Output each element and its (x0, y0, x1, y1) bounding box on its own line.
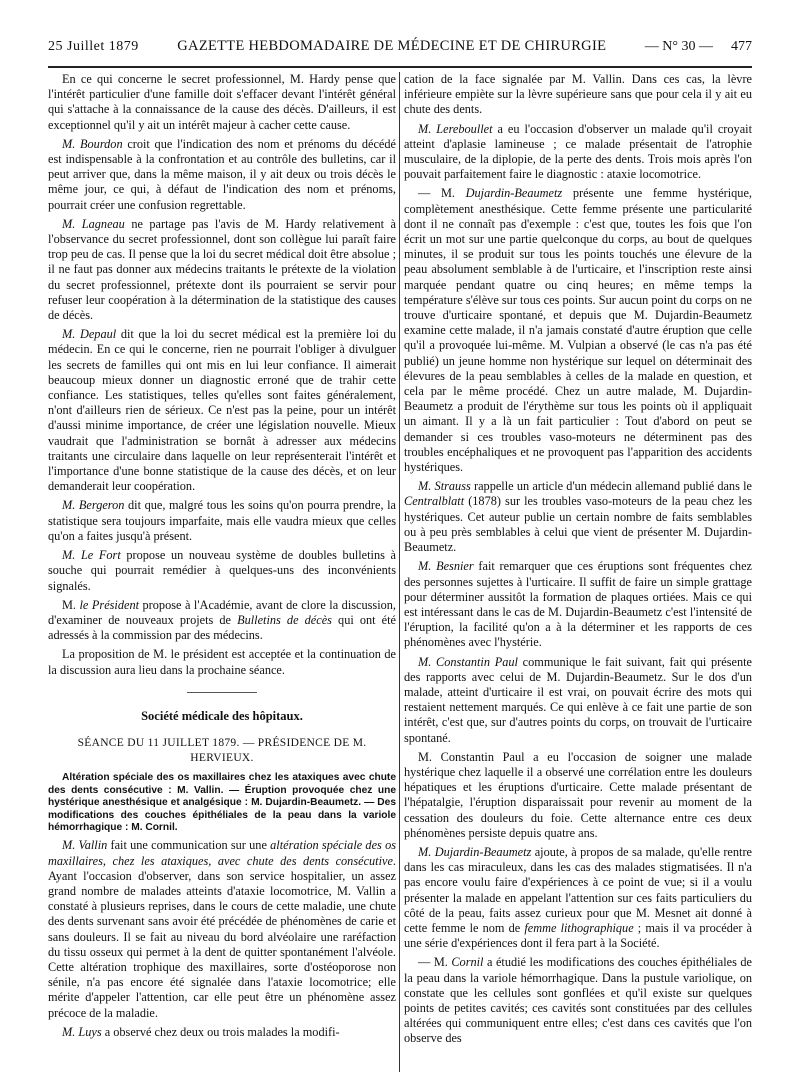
paragraph (48, 548, 396, 594)
paragraph (404, 479, 752, 555)
paragraph-text: — M. (418, 186, 466, 201)
paragraph-text: M. (62, 597, 80, 612)
paragraph-text: ajoute, à propos de sa malade, qu'elle rentre dans les cas miraculeux, dans les cas des malades stigmatisées. Il n'a pas encore voulu faire d'expériences à ce point de vue; si il a voulu présenter la malade en appelant l'attention sur ces faits particuliers du côté de la peau, faits assez curieux pour que M. Mesnet ait donné à cette femme le nom de (404, 844, 752, 935)
paragraph (48, 327, 396, 494)
speaker-name: M. Constantin Paul (418, 654, 518, 669)
paragraph-text: présente une femme hystérique, complètement anesthésique. Cette femme présente une particularité dont il ne connaît pas d'exemple : c'est que, toutes les fois que l'on écrit un mot sur une partie quelconque du corps, au bout de quelques minutes, il se produit sur tous les points touchés une élevure de la peau absolument semblable à de l'urticaire, et l'inscription reste ainsi marquée pendant quatre ou cinq heures; en même temps la température s'élève sur tous ces points. Sur aucun point du corps on ne trouve d'urticaire spontané, et depuis que M. Dujardin-Beaumetz examine cette malade, il n'a jamais constaté d'autre éruption que celle qu'il a provoquée lui-même. M. Vulpian a observé (le cas n'a pas été publié) un jeune homme non hystérique sur lequel on déterminait des élevures de la peau semblables à celles de la malade en question, et cela par le même procédé. Chez un autre malade, M. Dujardin-Beaumetz a produit de l'érythème sur tous les points où il appliquait un aimant. Il y a là un fait particulier : Tout d'abord on peut se demander si ces troubles vaso-moteurs ne déterminent pas des troubles encéphaliques et ne provoquent pas l'apparition des accidents hystériques. (404, 186, 752, 475)
speaker-name: M. Dujardin-Beaumetz (418, 844, 532, 859)
speaker-name: Dujardin-Beaumetz (465, 186, 563, 201)
right-column (404, 72, 752, 1072)
speaker-name: M. Vallin (62, 838, 108, 853)
speaker-name: M. Besnier (418, 559, 474, 574)
paragraph-text: dit que la loi du secret médical est la première loi du médecin. En ce qui le concerne, rien ne pourrait l'obliger à divulguer les secrets de familles qui ont mis en lui leur confiance. Il aimerait beaucoup mieux donner un diagnostic erroné que de trahir cette confiance. Les statistiques, telles qu'elles sont faites généralement, n'ont d'ailleurs rien de sérieux. Ce n'est pas la peine, pour un intérêt d'aussi minime importance, de créer une législation nouvelle. Mieux vaudrait que l'administration se bornât à adresser aux médecins traitants une circulaire dans laquelle on leur représenterait l'intérêt et l'importance d'une bonne statistique de la cause des décès, et on leur demanderait leur coopération. (48, 327, 396, 494)
paragraph-text: (1878) sur les troubles vaso-moteurs de la peau chez les hystériques. Cet auteur publie un certain nombre de faits semblables ou à peu près semblables à celui que vient de présenter M. Dujardin-Beaumetz. (404, 494, 752, 555)
paragraph (48, 838, 396, 1020)
journal-title: GAZETTE HEBDOMADAIRE DE MÉDECINE ET DE CHIRURGIE (177, 38, 607, 54)
paragraph (48, 1025, 396, 1040)
speaker-name: M. Lereboullet (418, 121, 493, 136)
issue-date: 25 Juillet 1879 (48, 39, 139, 54)
paragraph (404, 955, 752, 1046)
paragraph (404, 186, 752, 475)
paragraph-text: fait une communication sur une (107, 838, 271, 853)
issue-and-page (645, 39, 752, 55)
speaker-name: M. Lagneau (62, 216, 125, 231)
paragraph-text: croit que l'indication des nom et prénoms du décédé est indispensable à la confrontation et au contrôle des bulletins, car il peut arriver que, dans la même maison, il y ait deux ou trois décès le même jour, ce qui, à défaut de l'indication des nom et prénoms, pourrait créer une confusion regrettable. (48, 136, 396, 212)
paragraph (48, 217, 396, 323)
speaker-name: M. Bourdon (62, 136, 123, 151)
italic-term: Centralblatt (404, 494, 465, 509)
paragraph-text: ne partage pas l'avis de M. Hardy relativement à l'observance du secret professionnel, dont son collègue lui paraît faire trop peu de cas. Il pense que la loi du secret médical doit être absolue ; il ne faut pas donner aux médecins traitants le prétexte de la violation du secret professionnel, prétexte dont ils pourraient se servir pour refuser leur coopération à la détermination de la statistique des causes de décès. (48, 216, 396, 323)
paragraph-text: communique le fait suivant, fait qui présente des rapports avec celui de M. Dujardin-Beaumetz. Sur le dos d'un malade, atteint d'urticaire il est vrai, on pouvait écrire des mots qui restaient nettement marqués. Ce qui enlève à ce fait une partie de son intérêt, c'est que, sur d'autres points du corps, on trouvait de l'urticaire spontané. (404, 654, 752, 745)
speaker-name: M. Bergeron (62, 498, 125, 513)
paragraph-text: fait remarquer que ces éruptions sont fréquentes chez des personnes sujettes à l'urticaire. Il suffit de faire un simple grattage pour déterminer aussitôt la formation de plaques ortiées. Mais ce qui est intéressant dans le cas de M. Dujardin-Beaumetz c'est l'intensité de l'éruption, la facilité qu'on a à la déterminer et les rapports de ces phénomènes avec l'hystérie. (404, 559, 752, 650)
paragraph (404, 845, 752, 951)
speaker-name: le Président (79, 597, 140, 612)
speaker-name: M. Le Fort (62, 548, 121, 563)
paragraph-text: a eu l'occasion d'observer un malade qu'il croyait atteint d'aplasie lamineuse ; ce malade présentait de l'atrophie musculaire, de la diplopie, de la perte des dents. Trois mois après l'on pouvait parfaitement faire le diagnostic : ataxie locomotrice. (404, 121, 752, 182)
paragraph: La proposition de M. le président est acceptée et la continuation de la discussion aura lieu dans la prochaine séance. (48, 647, 396, 677)
column-rule (399, 72, 400, 1072)
section-divider (187, 692, 257, 693)
paragraph (404, 655, 752, 746)
italic-term: Bulletins de décès (237, 612, 332, 627)
paragraph-text: . Ayant l'occasion d'observer, dans son service hospitalier, un assez grand nombre de malades atteints d'ataxie locomotrice, M. Vallin a constaté à plusieurs reprises, dans le cours de cette maladie, une chute des dents survenant sans avoir été précédée de phénomènes de carie et sans douleurs. Il se fait au niveau du bord alvéolaire une raréfaction du tissu osseux qui permet à la dent de quitter spontanément l'alvéole. Cette altération trophique des maxillaires, sorte d'ostéoporose non sénile, n'a pas encore été signalée dans l'ataxie locomotrice; elle mérite d'appeler l'attention, car elle peut être un phénomène assez précoce de la maladie. (48, 853, 396, 1020)
paragraph (48, 598, 396, 644)
section-title: Société médicale des hôpitaux. (141, 708, 303, 723)
italic-term: altération spéciale des os maxillaires, chez les ataxiques, avec chute des dents consécutive (48, 838, 396, 868)
paragraph-text: rappelle un article d'un médecin allemand publié dans le (470, 479, 752, 494)
paragraph-text: qui ont été adressés à la commission par des médecins. (48, 612, 396, 643)
paragraph-text: dit que, malgré tous les soins qu'on pourra prendre, la statistique sera toujours imparfaite, mais elle vaudra mieux que celles qu'on a faites jusqu'à présent. (48, 498, 396, 543)
speaker-name: Cornil (451, 955, 484, 970)
paragraph-text: a étudié les modifications des couches épithéliales de la peau dans la variole hémorrhagique. Dans la pustule variolique, on constate que les cellules sont gonflées et qu'il existe sur quelques points de petites cavités; ces cavités sont constituées par des cellules altérées qui communiquent entre elles; c'est dans ces cavités que l'on observe des (404, 955, 752, 1046)
paragraph-text: propose un nouveau système de doubles bulletins à souche qui pourrait remédier à quelques-uns des inconvénients signalés. (48, 548, 396, 593)
paragraph (48, 498, 396, 544)
issue-number: — N° 30 — (644, 39, 713, 54)
italic-term: femme lithographique (524, 920, 634, 935)
left-column (48, 72, 396, 1072)
paragraph (404, 559, 752, 650)
page-number: 477 (731, 39, 752, 54)
paragraph-text: ; mais il va procéder à une série d'expériences dont il fera part à la Société. (404, 920, 752, 951)
paragraph: M. Constantin Paul a eu l'occasion de soigner une malade hystérique chez laquelle il a observé une corrélation entre les douleurs hépatiques et les éruptions d'urticaire. Cette malade présentant de l'hépatalgie, l'éruption disparaissait pour revenir au moment de la cessation des douleurs du foie. Cette alternance entre ces deux phénomènes persiste depuis quatre ans. (404, 749, 752, 840)
running-header (48, 38, 752, 68)
paragraph (48, 137, 396, 213)
session-summary: Altération spéciale des os maxillaires chez les ataxiques avec chute des dents consécutive : M. Vallin. — Éruption provoquée chez une hystérique anesthésique et analgésique : M. Dujardin-Beaumetz. — Des modifications des couches épithéliales de la peau dans la variole hémorrhagique : M. Cornil. (48, 772, 396, 833)
paragraph-text: a observé chez deux ou trois malades la modifi- (101, 1024, 340, 1039)
speaker-name: M. Luys (62, 1024, 102, 1039)
session-line: SÉANCE DU 11 JUILLET 1879. — PRÉSIDENCE DE M. HERVIEUX. (77, 736, 367, 765)
paragraph: En ce qui concerne le secret professionnel, M. Hardy pense que l'intérêt particulier d'une famille doit s'effacer devant l'intérêt général qui s'attache à la connaissance de la cause des décès. D'ailleurs, il est exceptionnel qu'il y ait un intérêt majeur à cacher cette cause. (48, 72, 396, 132)
paragraph-text: — M. (418, 955, 452, 970)
speaker-name: M. Strauss (418, 479, 471, 494)
article-body (48, 72, 752, 1072)
paragraph: cation de la face signalée par M. Vallin. Dans ces cas, la lèvre inférieure empiète sur la lèvre supérieure sans que pour cela il y ait eu chute des dents. (404, 72, 752, 117)
speaker-name: M. Depaul (62, 327, 117, 342)
paragraph-text: propose à l'Académie, avant de clore la discussion, d'examiner de nouveaux projets de (48, 597, 396, 627)
paragraph (404, 122, 752, 183)
